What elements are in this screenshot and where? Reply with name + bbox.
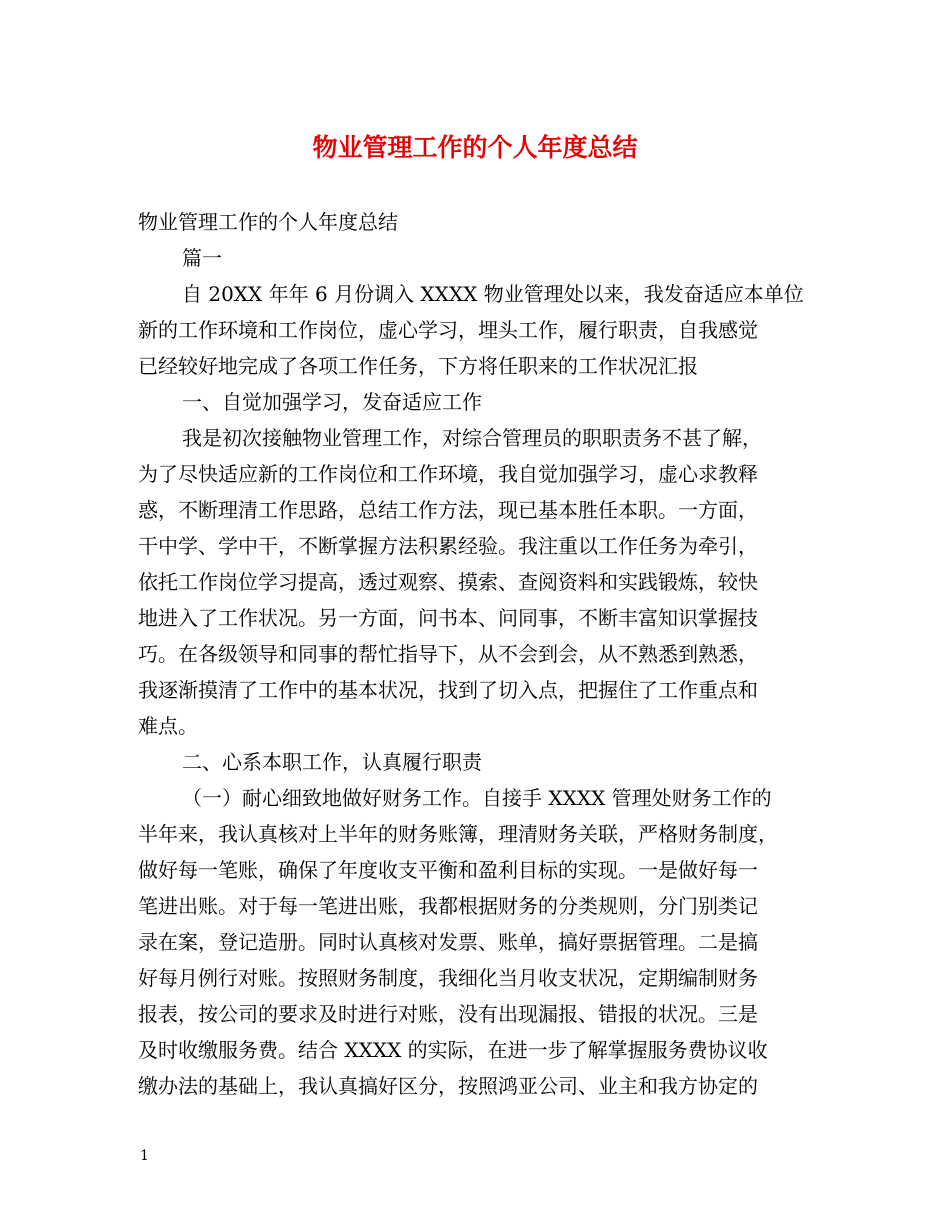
text-line: 好每月例行对账。按照财务制度，我细化当月收支状况，定期编制财务	[138, 966, 758, 990]
text-line: 二、心系本职工作，认真履行职责	[182, 750, 482, 774]
text-line: 地进入了工作状况。另一方面，问书本、问同事，不断丰富知识掌握技	[138, 606, 758, 630]
text-line: 巧。在各级领导和同事的帮忙指导下，从不会到会，从不熟悉到熟悉，	[138, 642, 758, 666]
text-line: 录在案，登记造册。同时认真核对发票、账单，搞好票据管理。二是搞	[138, 930, 758, 954]
text-line: 报表，按公司的要求及时进行对账，没有出现漏报、错报的状况。三是	[138, 1002, 758, 1026]
text-line: 为了尽快适应新的工作岗位和工作环境，我自觉加强学习，虚心求教释	[138, 462, 758, 486]
text-line: 篇一	[182, 246, 222, 270]
text-line: 自 20XX 年年 6 月份调入 XXXX 物业管理处以来，我发奋适应本单位	[182, 282, 804, 306]
text-line: 做好每一笔账，确保了年度收支平衡和盈利目标的实现。一是做好每一	[138, 858, 758, 882]
document-body	[138, 204, 814, 1104]
text-line: 物业管理工作的个人年度总结	[138, 210, 398, 234]
text-line: 干中学、学中干，不断掌握方法积累经验。我注重以工作任务为牵引，	[138, 534, 758, 558]
text-line: 难点。	[138, 714, 198, 738]
text-line: 一、自觉加强学习，发奋适应工作	[182, 390, 482, 414]
text-line: 笔进出账。对于每一笔进出账，我都根据财务的分类规则，分门别类记	[138, 894, 758, 918]
text-line: 已经较好地完成了各项工作任务，下方将任职来的工作状况汇报	[138, 354, 698, 378]
text-line: 缴办法的基础上，我认真搞好区分，按照鸿亚公司、业主和我方协定的	[138, 1074, 758, 1098]
text-line: 惑，不断理清工作思路，总结工作方法，现已基本胜任本职。一方面，	[138, 498, 758, 522]
document-title: 物业管理工作的个人年度总结	[312, 133, 638, 162]
text-line: 新的工作环境和工作岗位，虚心学习，埋头工作，履行职责，自我感觉	[138, 318, 758, 342]
text-line: 及时收缴服务费。结合 XXXX 的实际，在进一步了解掌握服务费协议收	[138, 1038, 768, 1062]
text-line: 我是初次接触物业管理工作，对综合管理员的职职责务不甚了解，	[182, 426, 762, 450]
text-line: （一）耐心细致地做好财务工作。自接手 XXXX 管理处财务工作的	[182, 786, 772, 810]
text-line: 依托工作岗位学习提高，透过观察、摸索、查阅资料和实践锻炼，较快	[138, 570, 758, 594]
text-line: 我逐渐摸清了工作中的基本状况，找到了切入点，把握住了工作重点和	[138, 678, 758, 702]
text-line: 半年来，我认真核对上半年的财务账簿，理清财务关联，严格财务制度，	[138, 822, 778, 846]
page-number: 1	[140, 1148, 149, 1164]
